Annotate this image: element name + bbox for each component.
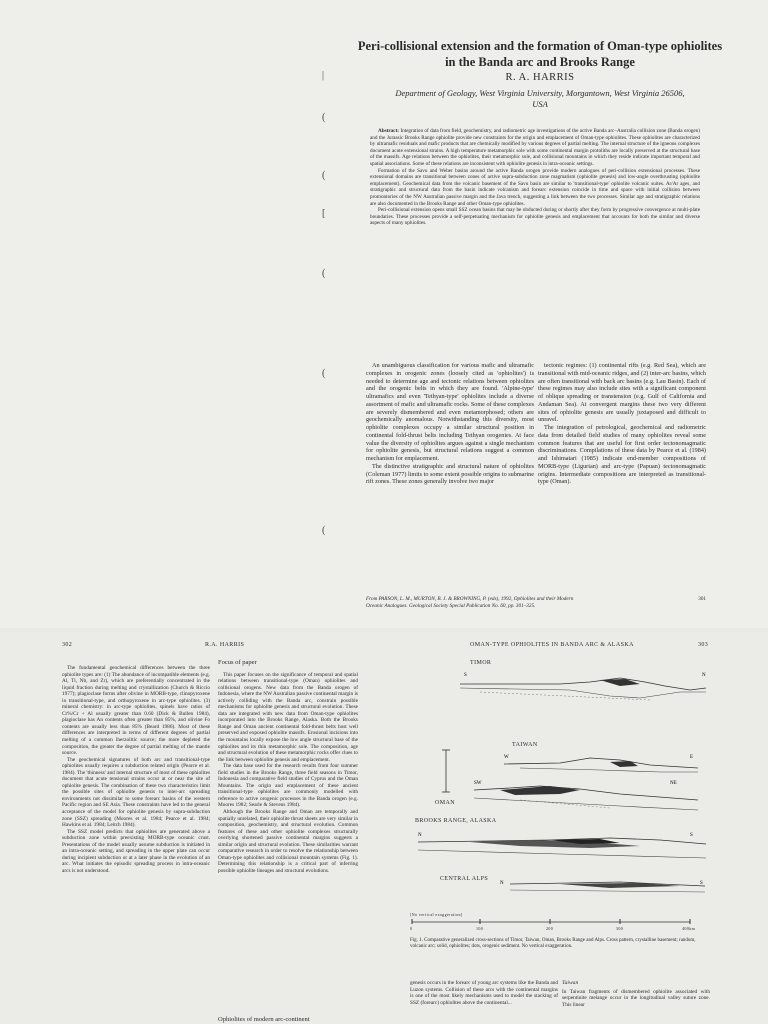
oman-dir-ne: NE [670, 781, 677, 786]
intro-paragraph-1: An unambiguous classification for various mafic and ultramafic complexes in orogenic zones (loosely cited as 'ophiolites') is needed to determine age and tectonic relations between ophiolites and the orogenic belts in which they are found. 'Alpine-type' ultramafics and even 'Tethyan-type' ophiolites include a diverse assortment of mafic and ultramafic rocks. Some of these complexes are severely dismembered and even metamorphosed; others are geochemically anomalous. Notwithstanding this diversity, most ophiolite complexes occupy a similar structural position in continental fold-thrust belts including Tethyan orogenies. At face value the diversity of ophiolites argues against a single mechanism for ophiolite genesis, but structural relations suggest a common mechanism for emplacement. [366, 362, 534, 462]
section-heading-modern: Ophiolites of modern arc-continent [218, 1016, 310, 1023]
label-brooks-range: BROOKS RANGE, ALASKA [415, 818, 497, 824]
intro-paragraph-2: The distinctive stratigraphic and structural nature of ophiolites (Coleman 1977) limits to some extent possible origins to submarine rift zones. These zones generally involve two major [366, 462, 534, 486]
focus-p2: The data base used for the research results from four summer field studies in the Brooks Range, three field seasons in Timor, Indonesia and comparative field studies of Cyprus and the Oman Mountains. The origin and emplacement of these ancient transitional-type ophiolites are commonly modelled with reference to active orogenic processes in the Banda orogen (e.g. Moores 1982; Searle & Stevens 1984). [218, 763, 358, 809]
source-line-1: From PARSON, L. M., MURTON, B. J. & BROWNING, P. (eds), 1992, Ophiolites and their Modern [366, 596, 574, 602]
scale-note: [No vertical exaggeration] [410, 912, 463, 917]
affiliation [350, 88, 730, 110]
page2-left-column [62, 665, 210, 875]
label-taiwan: TAIWAN [512, 742, 538, 748]
page-number-301: 301 [698, 596, 706, 602]
page2-left-p3: The SSZ model predicts that ophiolites are generated above a subduction zone within preexisting MORB-type oceanic crust. Presentations of the model usually assume subduction is initiated in an intra-oceanic setting, and spreading in the upper plate can occur during incipient subduction or at a later phase in the evolution of an arc. What initiates the episodic spreading process in intra-oceanic arcs is not understood. [62, 828, 210, 874]
alps-dir-n: N [500, 881, 504, 886]
page3-left-column [410, 980, 558, 1006]
label-timor: TIMOR [470, 660, 492, 666]
running-head-right: OMAN-TYPE OPHIOLITES IN BANDA ARC & ALASKA [470, 642, 634, 648]
brooks-dir-n: N [418, 833, 422, 838]
margin-mark: ( [322, 268, 326, 279]
label-oman: OMAN [435, 800, 455, 806]
intro-right-column [538, 362, 706, 486]
abstract [370, 128, 700, 227]
taiwan-heading: Taiwan [562, 980, 579, 986]
page2-left-p2: The geochemical signatures of both arc and transitional-type ophiolites usually requires a subduction related origin (Pearce et al. 1984). The 'thinness' and internal structure of most of these ophiolites document that acute tensional strains occur at or near the site of ophiolite genesis. The combination of these two characteristics limit the possible sites of ophiolite genesis to inter-arc spreading environments not dissimilar to some forearc basins of the western Pacific region and SE Asia. These constraints have led to the general acceptance of the model for ophiolite genesis by supra-subduction zone (SSZ) spreading (Moores et al. 1984; Pearce et al. 1984; Hawkins et al. 1984; Leitch 1984). [62, 756, 210, 829]
brooks-dir-s: S [690, 833, 693, 838]
label-central-alps: CENTRAL ALPS [440, 876, 489, 882]
scale-tick-0: 0 [410, 926, 413, 931]
brooks-range-cross-section [410, 828, 710, 868]
margin-mark: ( [322, 170, 326, 181]
affiliation-line-1: Department of Geology, West Virginia University, Morgantown, West Virginia 26506, [395, 88, 685, 98]
scale-tick-400: 400km [682, 926, 696, 931]
page-number-303: 303 [698, 642, 709, 648]
author: R. A. HARRIS [505, 72, 575, 83]
scale-tick-200: 200 [546, 926, 554, 931]
title-line-2: in the Banda arc and Brooks Range [445, 55, 635, 69]
timor-dir-n: N [702, 673, 706, 678]
focus-heading: Focus of paper [218, 659, 257, 666]
margin-mark: | [322, 70, 325, 81]
timor-cross-section [450, 668, 710, 708]
scale-tick-300: 300 [616, 926, 624, 931]
vertical-scale-bar [438, 748, 458, 798]
abstract-label: Abstract: [378, 128, 400, 134]
margin-mark: ( [322, 525, 326, 536]
intro-left-column [366, 362, 534, 486]
affiliation-line-2: USA [532, 99, 548, 109]
intro-paragraph-4: The integration of petrological, geochemical and radiometric data from detailed field studies of many ophiolites reveal some common features that are useful for first order tectonomagmatic discriminations. Compilations of these data by Pearce et al. (1984) and Ishimatari (1985) indicate end-member compositions of MORB-type (Ligurian) and arc-type (Papuan) tectonomagmatic origins. Intermediate compositions are interpreted as transitional-type (Oman). [538, 424, 706, 486]
taiwan-dir-e: E [690, 755, 694, 760]
abstract-paragraph-3: Peri-collisional extension opens small SSZ ocean basins that may be obducted during or shortly after they form by progressive convergence at multi-plate boundaries. These processes provide a self-perpetuating mechanism for ophiolite genesis and emplacement that accounts for both the similar and diverse aspects of many ophiolites. [370, 207, 700, 227]
abstract-paragraph-1: Integration of data from field, geochemistry, and radiometric age investigations of the active Banda arc–Australia collision zone (Banda orogen) and the Jurassic Brooks Range ophiolite provide new constraints for the origin and emplacement of Oman-type ophiolites. These ophiolites are characterized by ultramafic residuals and mafic products that are chemically modified by various degrees of partial melting. The internal structure of the igneous complexes document acute extensional strains. A high temperature metamorphic sole with some continental margin protoliths are locally preserved at the structural base of the massifs. Age relations between the ophiolites, their metamorphic sole, and collisional mountains in which they reside indicate important temporal and spatial associations. Some of these relations are inconsistent with ophiolite genesis in intra-oceanic settings. [370, 128, 701, 167]
source-citation [366, 596, 706, 609]
focus-p1: This paper focuses on the significance of temporal and spatial relations between transitional-type (Oman) ophiolites and collisional orogens. New data from the Banda orogen of Indonesia, where the NW Australian passive continental margin is actively colliding with the Banda arc, constrain possible mechanisms for ophiolite genesis and structural evolution. These data are integrated with new data from Oman-type ophiolites incorporated into the Brooks Range, Alaska. Both the Brooks Range and Oman ancient continental fold-thrust belts host well preserved and exposed ophiolite massifs. Erosional incisions into the mountains locally expose the low angle structural base of the ophiolites and its thin metamorphic sole. The composition, age and structural evolution of these metamorphic rocks offer clues to the link between ophiolite genesis and emplacement. [218, 671, 358, 763]
page2-left-p1: The fundamental geochemical differences between the three ophiolite types are: (1) The abundance of incompatible elements (e.g. Al, Ti, Nb, and Zr), which are preferentially concentrated in the liquid fraction during melting and crystallization (Church & Riccio 1977); plagioclase forms after olivine in MORB-type, clinopyroxene in transitional-type, and orthopyroxene in arc-type ophiolites. (3) mineral chemistry: in arc-type ophiolites, spinels have ratios of Cr%/Cr + Al usually greater than 0.60 (Dick & Bullen 1984), plagioclase has An contents often greater than 85%, and olivine Fo contents are usually less than 85% (Beard 1986). Most of these differences are interpreted in terms of different degrees of partial melting of a common lherzolitic source; the more depleted the composition, the greater the degree of partial melting of the mantle source. [62, 665, 210, 757]
focus-p3: Although the Brooks Range and Oman are temporally and spatially unrelated, their ophiolite thrust sheets are very similar in composition, geochemistry, and structural evolution. Common features of these and other ophiolite complexes structurally overlying shortened passive continental margins suggests a similar origin and structural evolution. These similarities warrant comparative research in order to resolve the relationship between Oman-type ophiolites and collisional mountain systems (Fig. 1). Determining this relationship is a critical part of inferring possible ophiolite lineages and structural evolutions. [218, 809, 358, 874]
horizontal-scale-bar [410, 918, 700, 932]
oman-cross-section [470, 776, 700, 826]
paper-title [330, 38, 750, 70]
abstract-paragraph-2: Formation of the Savu and Weber basins around the active Banda orogen provide modern analogues of peri-collision extensional processes. These extensional domains are transitional between zones of active supra-subduction zone magmatism (ophiolite genesis) and low-angle overthrusting (ophiolite emplacement). Geochemical data from the volcanic basement of the Savu basin are similar to 'transitional-type' ophiolite volcanic suites. Ar/Ar ages, and stratigraphic and structural data from the basin indicate volcanism and forearc extension coincide in time and space with initial collision between promontories of the NW Australian passive margin and the Java trench, suggesting a link between the two processes. Similar age and stratigraphic relations are also documented in the Brooks Range and other Oman-type ophiolites. [370, 167, 700, 207]
margin-mark: ( [322, 112, 326, 123]
page2-right-column [218, 660, 358, 875]
page3-right-column [562, 980, 710, 1008]
timor-dir-s: S [464, 673, 467, 678]
margin-mark: [ [322, 208, 326, 219]
page3-body-left: genesis occurs in the forearc of young arc systems like the Banda and Luzon systems. Collision of these arcs with the continental margins is one of the most likely mechanisms used to model the stacking of SSZ (forearc) ophiolites above the continental... [410, 980, 558, 1006]
oman-dir-sw: SW [474, 781, 482, 786]
scale-tick-100: 100 [476, 926, 484, 931]
title-line-1: Peri-collisional extension and the formation of Oman-type ophiolites [357, 39, 723, 53]
alps-dir-s: S [700, 881, 703, 886]
central-alps-cross-section [490, 876, 768, 898]
source-line-2: Oceanic Analogues. Geological Society Special Publication No. 60, pp. 301–325. [366, 602, 536, 609]
page-number-302: 302 [62, 642, 73, 648]
figure-caption: Fig. 1. Comparative generalized cross-sections of Timor, Taiwan, Oman, Brooks Range and Alps. Cross pattern, crystalline basement; random, volcanic arc; solid, ophiolites; dots, orogenic sediment. No vertical exaggeration. [410, 938, 696, 950]
running-head-left: R.A. HARRIS [205, 642, 245, 648]
page3-body-right: In Taiwan fragments of dismembered ophiolite associated with serpentinite melange occur in the longitudinal valley suture zone. This linear [562, 988, 710, 1008]
taiwan-dir-w: W [504, 755, 509, 760]
margin-mark: ( [322, 368, 326, 379]
intro-paragraph-3: tectonic regimes: (1) continental rifts (e.g. Red Sea), which are transitional with mid-oceanic ridges, and (2) inter-arc basins, which are often transitional with back arc basins (e.g. Lau Basin). Each of these regimes may also include sites with a significant component of oblique spreading or transtension (e.g. Gulf of California and Andaman Sea). At convergent margins these two very different sites of ophiolite genesis are usually juxtaposed and difficult to unravel. [538, 362, 706, 424]
